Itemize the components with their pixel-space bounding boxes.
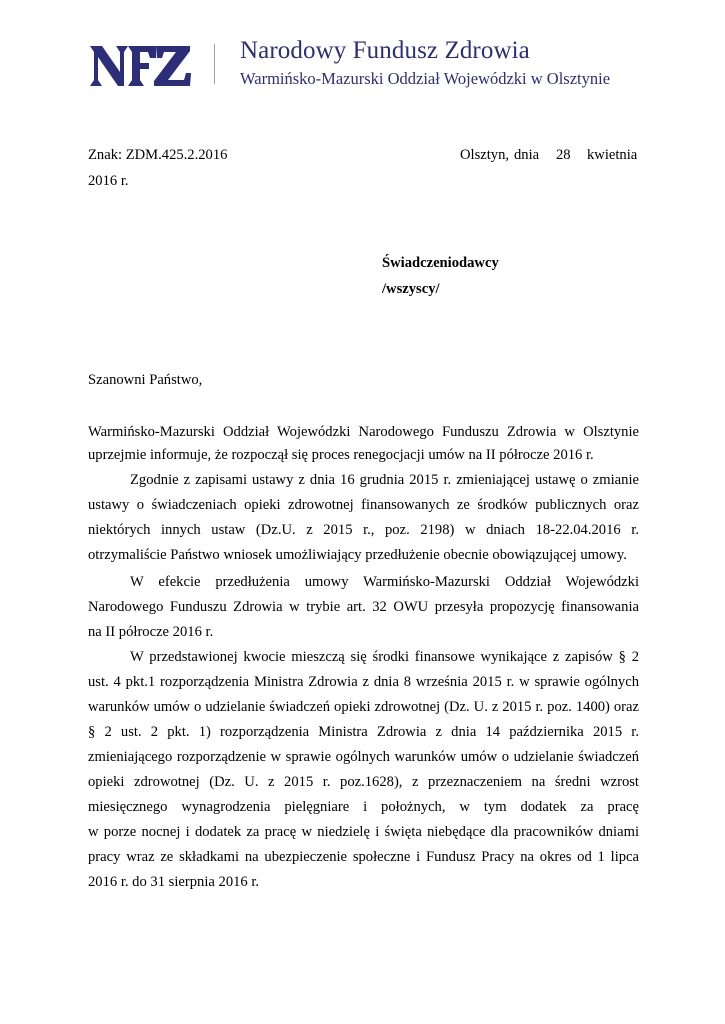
header-divider [214,44,215,84]
p2-line: niektórych innych ustaw (Dz.U. z 2015 r., poz. 2198) w dniach 18-22.04.2016 r. [88,522,639,538]
reference-number: Znak: ZDM.425.2.2016 [88,147,228,163]
p2-line: Zgodnie z zapisami ustawy z dnia 16 grudnia 2015 r. zmieniającej ustawę o zmianie [130,472,639,488]
date-month: kwietnia [587,147,638,163]
org-name: Narodowy Fundusz Zdrowia [240,37,530,64]
nfz-logo [88,42,192,88]
date-word: dnia [514,147,540,163]
p4-line: § 2 ust. 2 pkt. 1) rozporządzenia Ministra Zdrowia z dnia 14 października 2015 r. [88,724,639,740]
p2-line: otrzymaliście Państwo wniosek umożliwiający przedłużenie obecnie obowiązującej umowy. [88,547,627,563]
date-place: Olsztyn, [460,147,510,163]
recipient-line-2: /wszyscy/ [382,281,440,297]
date-day: 28 [556,147,571,163]
letterhead [88,38,648,98]
p3-line: Narodowego Funduszu Zdrowia w trybie art. 32 OWU przesyła propozycję finansowania [88,599,639,615]
salutation: Szanowni Państwo, [88,372,203,388]
nfz-logo-graphic [88,42,192,88]
p4-line: 2016 r. do 31 sierpnia 2016 r. [88,874,260,890]
p4-line: warunków umów o udzielanie świadczeń opieki zdrowotnej (Dz. U. z 2015 r. poz. 1400) oraz [88,699,639,715]
p4-line: opieki zdrowotnej (Dz. U. z 2015 r. poz.1628), z przeznaczeniem na średni wzrost [88,774,639,790]
p1-line: Warmińsko-Mazurski Oddział Wojewódzki Narodowego Funduszu Zdrowia w Olsztynie [88,424,639,440]
p2-line: ustawy o świadczeniach opieki zdrowotnej finansowanych ze środków publicznych oraz [88,497,639,513]
p4-line: zmieniającego rozporządzenie w sprawie ogólnych warunków umów o udzielanie świadczeń [88,749,639,765]
recipient-line-1: Świadczeniodawcy [382,255,499,271]
p4-line: ust. 4 pkt.1 rozporządzenia Ministra Zdrowia z dnia 8 września 2015 r. w sprawie ogólnych [88,674,639,690]
p4-line: pracy wraz ze składkami na ubezpieczenie społeczne i Fundusz Pracy na okres od 1 lipca [88,849,639,865]
p3-line: na II półrocze 2016 r. [88,624,214,640]
p4-line: W przedstawionej kwocie mieszczą się środki finansowe wynikające z zapisów § 2 [130,649,639,665]
p3-line: W efekcie przedłużenia umowy Warmińsko-Mazurski Oddział Wojewódzki [130,574,639,590]
p4-line: w porze nocnej i dodatek za pracę w niedzielę i święta niebędące dla pracowników dniami [88,824,639,840]
p4-line: miesięcznego wynagrodzenia pielęgniare i położnych, w tym dodatek za pracę [88,799,639,815]
date-year: 2016 r. [88,173,129,189]
org-branch: Warmińsko-Mazurski Oddział Wojewódzki w Olsztynie [240,69,611,88]
p1-line: uprzejmie informuje, że rozpoczął się proces renegocjacji umów na II półrocze 2016 r. [88,447,594,463]
